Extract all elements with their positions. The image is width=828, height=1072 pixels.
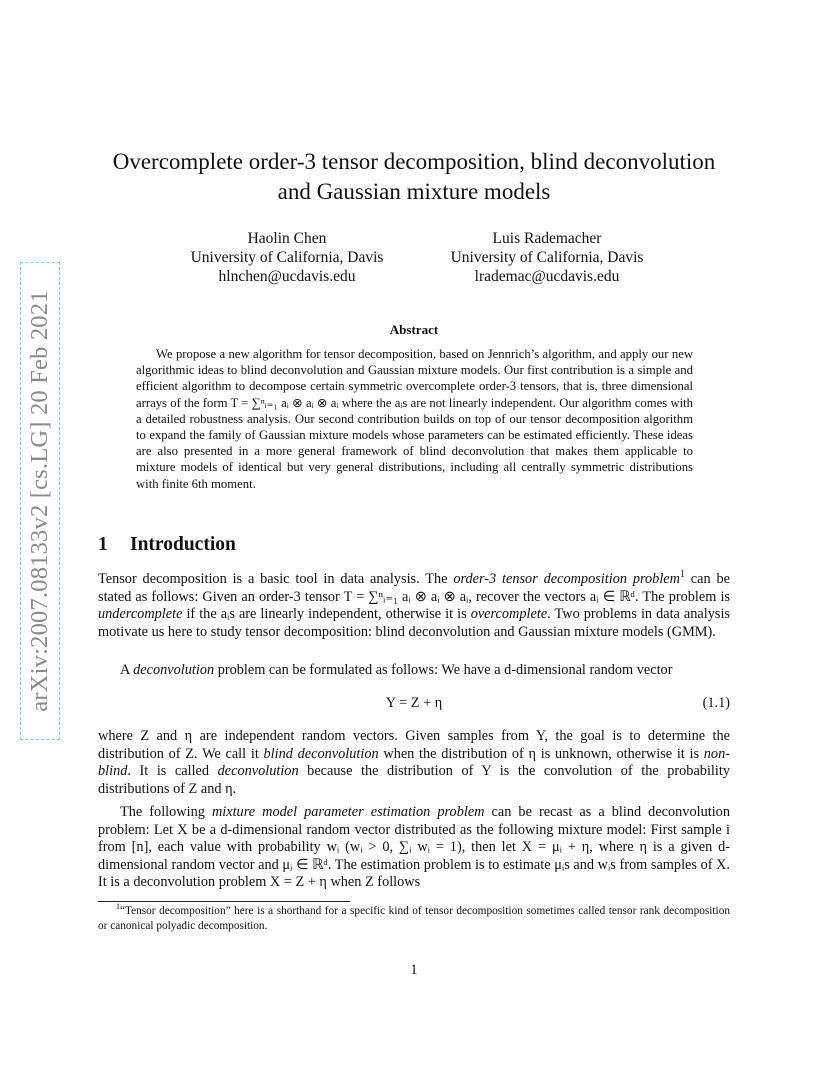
p3-emphasis-b: non-blind [98,745,730,780]
p1-text-a: Tensor decomposition is a basic tool in data analysis. The [98,571,454,587]
p3-emphasis-c: deconvolution [217,763,299,780]
p3-text-d: because the distribution of Y is the convolution of the probability distributions of Z and η. [98,763,730,797]
paragraph-1 [98,571,730,641]
p3-emphasis-a: blind deconvolution [263,745,379,762]
p3-text-a: where Z and η are independent random vectors. Given samples from Y, the goal is to determine the distribution of Z. We call it [98,728,730,762]
p1-emphasis-c: overcomplete [470,606,548,623]
p1-text-c: if the aᵢs are linearly independent, otherwise it is [182,606,471,623]
p2-emphasis-a: deconvolution [133,662,215,678]
abstract-heading: Abstract [389,322,439,337]
author-1-affiliation: University of California, Davis [190,249,384,266]
footnote-divider [98,901,350,902]
p3-text-b: when the distribution of η is unknown, otherwise it is [378,745,704,762]
author-1-email[interactable]: hlnchen@ucdavis.edu [218,268,356,285]
arxiv-stamp-box [20,262,60,740]
author-1-name: Haolin Chen [247,230,327,247]
author-2-email[interactable]: lrademac@ucdavis.edu [474,268,620,285]
author-2-affiliation: University of California, Davis [450,249,644,266]
author-1 [170,229,404,286]
p1-text-d: . Two problems in data analysis motivate us here to study tensor decomposition: blind deconvolution and Gaussian mixture models (GMM). [98,606,730,640]
footnote-ref[interactable]: 1 [679,569,685,581]
equation-1-1 [98,695,730,715]
arxiv-stamp[interactable]: arXiv:2007.08133v2 [cs.LG] 20 Feb 2021 [26,290,53,712]
footnote-text: “Tensor decomposition” here is a shorthand for a specific kind of tensor decomposition sometimes called tensor rank decomposition or canonical polyadic decomposition. [98,905,730,932]
equation-expression: Y = Z + η [385,695,443,711]
p1-emphasis-b: undercomplete [98,606,183,623]
p4-text-b: can be recast as a blind deconvolution problem: Let X be a d-dimensional random vector distributed as the following mixture model: First sample i from [n], each value with probability wᵢ (wᵢ > 0, ∑ᵢ wᵢ = 1), then let X = μᵢ + η, where η is a given d-dimensional random vector and μᵢ ∈ ℝᵈ. The estimation problem is to estimate μᵢs and wᵢs from samples of X. It is a deconvolution problem X = Z + η when Z follows [98,804,730,891]
p3-text-c: . It is called [127,763,218,780]
p2-text-a: A [120,662,134,678]
section-number: 1 [98,534,108,555]
author-2 [430,229,664,286]
equation-label: (1.1) [702,695,730,711]
section-title: Introduction [130,534,236,555]
footnote-mark: 1 [116,902,120,912]
p2-text-b: problem can be formulated as follows: We have a d-dimensional random vector [214,662,673,678]
paper-title: Overcomplete order-3 tensor decomposition, blind deconvolution and Gaussian mixture models [112,149,716,204]
p4-emphasis-a: mixture model parameter estimation problem [211,804,485,820]
page-number: 1 [410,962,418,978]
abstract-text: We propose a new algorithm for tensor decomposition, based on Jennrich’s algorithm, and apply our new algorithmic ideas to blind deconvolution and Gaussian mixture models. Our first contribution is a simple and efficient algorithm to decompose certain symmetric overcomplete order-3 tensors, that is, three dimensional arrays of the form T = ∑ⁿᵢ₌₁ aᵢ ⊗ aᵢ ⊗ aᵢ where the aᵢs are not linearly independent. Our algorithm comes with a detailed robustness analysis. Our second contribution builds on top of our tensor decomposition algorithm to expand the family of Gaussian mixture models whose parameters can be estimated efficiently. These ideas are also presented in a more general framework of blind deconvolution that makes them applicable to mixture models of identical but very general distributions, including all centrally symmetric distributions with finite 6th moment. [136,347,693,491]
p4-text-a: The following [120,804,212,820]
p1-text-b: can be stated as follows: Given an order-3 tensor T = ∑ⁿᵢ₌₁ aᵢ ⊗ aᵢ ⊗ aᵢ, recover the vectors aᵢ ∈ ℝᵈ. The problem is [98,571,730,605]
paragraph-4 [98,804,730,892]
p1-emphasis-a: order-3 tensor decomposition problem [453,571,680,587]
paragraph-3 [98,728,730,798]
footnote [98,904,730,934]
author-2-name: Luis Rademacher [492,230,602,247]
section-heading [98,534,236,556]
paragraph-2 [98,662,730,680]
